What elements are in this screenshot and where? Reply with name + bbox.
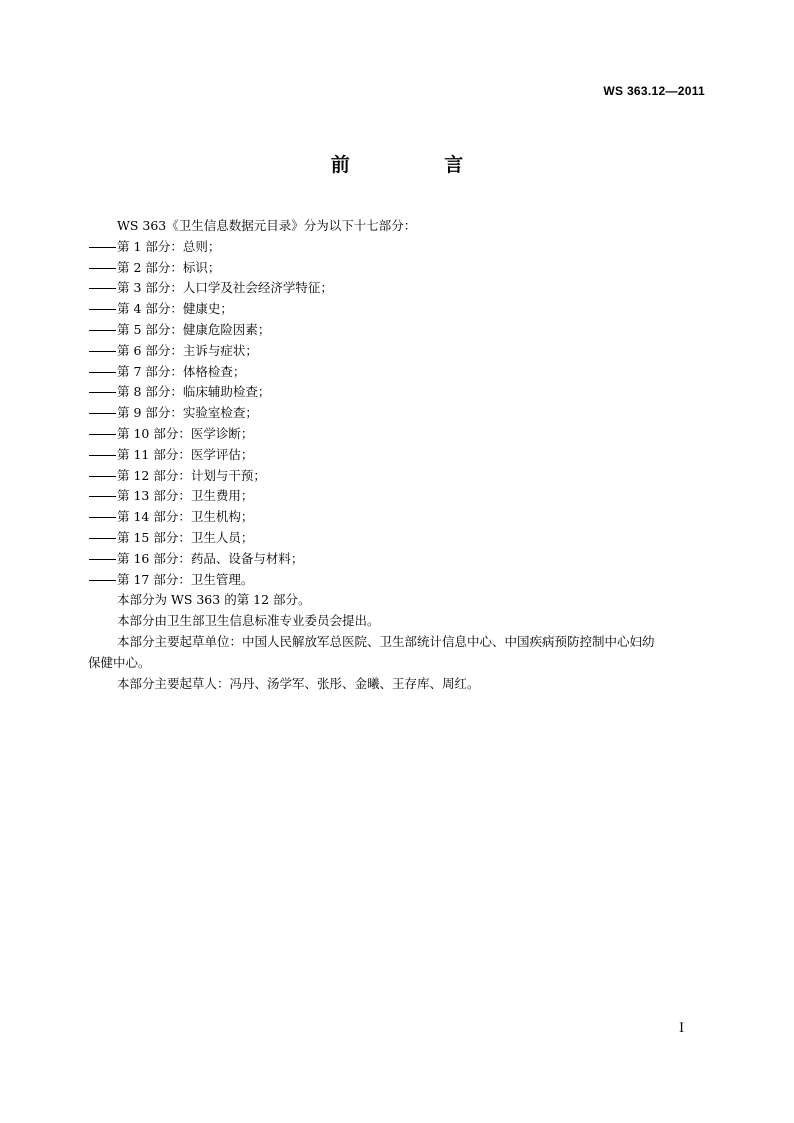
em-dash-marker [88,466,117,487]
part-list-item [88,299,708,320]
em-dash-marker [88,362,117,383]
part-list-item-text: 第 12 部分：计划与干预； [117,467,266,483]
em-dash-marker [88,403,117,424]
part-list-item-text: 第 2 部分：标识； [117,259,221,275]
standard-code: WS 363.12—2011 [603,84,705,98]
part-list-item [88,258,708,279]
em-dash-marker [88,424,117,445]
em-dash-marker [88,237,117,258]
drafting-units-statement [88,632,708,674]
part-list-item [88,320,708,341]
part-list-item [88,362,708,383]
part-list-item [88,466,708,487]
part-list-item-text: 第 10 部分：医学诊断； [117,425,254,441]
part-list-item [88,445,708,466]
em-dash-marker [88,486,117,507]
part-list-item [88,341,708,362]
part-list-item [88,424,708,445]
part-list-item-text: 第 3 部分：人口学及社会经济学特征； [117,280,333,296]
part-list-item-text: 第 15 部分：卫生人员； [117,529,254,545]
drafters-statement: 本部分主要起草人：冯丹、汤学军、张彤、金曦、王存库、周红。 [117,675,480,691]
part-list-item-text: 第 1 部分：总则； [117,238,221,254]
part-list-item-text: 第 17 部分：卫生管理。 [117,571,254,587]
em-dash-marker [88,320,117,341]
part-list-item-text: 第 6 部分：主诉与症状； [117,342,258,358]
part-list-item-text: 第 8 部分：临床辅助检查； [117,384,271,400]
drafting-units-line-2: 保健中心。 [88,654,151,670]
foreword-body [88,216,708,694]
em-dash-marker [88,549,117,570]
em-dash-marker [88,299,117,320]
part-list-item [88,403,708,424]
part-list-item-text: 第 4 部分：健康史； [117,301,233,317]
part-list-item-text: 第 16 部分：药品、设备与材料； [117,550,304,566]
part-list-item-text: 第 14 部分：卫生机构； [117,509,254,525]
page-number: I [679,1021,685,1036]
part-of-statement: 本部分为 WS 363 的第 12 部分。 [117,592,311,608]
parts-list [88,237,708,591]
em-dash-marker [88,445,117,466]
em-dash-marker [88,278,117,299]
part-list-item [88,278,708,299]
intro-paragraph: WS 363《卫生信息数据元目录》分为以下十七部分： [117,218,417,233]
em-dash-marker [88,528,117,549]
part-list-item-text: 第 7 部分：体格检查； [117,363,246,379]
proposed-by-statement: 本部分由卫生部卫生信息标准专业委员会提出。 [117,613,380,629]
part-list-item-text: 第 5 部分：健康危险因素； [117,321,271,337]
part-list-item-text: 第 9 部分：实验室检查； [117,405,258,421]
em-dash-marker [88,258,117,279]
part-list-item [88,382,708,403]
part-list-item [88,507,708,528]
part-list-item [88,549,708,570]
drafting-units-line-1: 本部分主要起草单位：中国人民解放军总医院、卫生部统计信息中心、中国疾病预防控制中心妇幼 [117,633,655,649]
part-list-item [88,570,708,591]
part-list-item-text: 第 11 部分：医学评估； [117,446,254,462]
page-title: 前 言 [330,154,508,176]
part-list-item-text: 第 13 部分：卫生费用； [117,488,254,504]
part-list-item [88,528,708,549]
em-dash-marker [88,341,117,362]
em-dash-marker [88,570,117,591]
part-list-item [88,237,708,258]
part-list-item [88,486,708,507]
em-dash-marker [88,507,117,528]
em-dash-marker [88,382,117,403]
